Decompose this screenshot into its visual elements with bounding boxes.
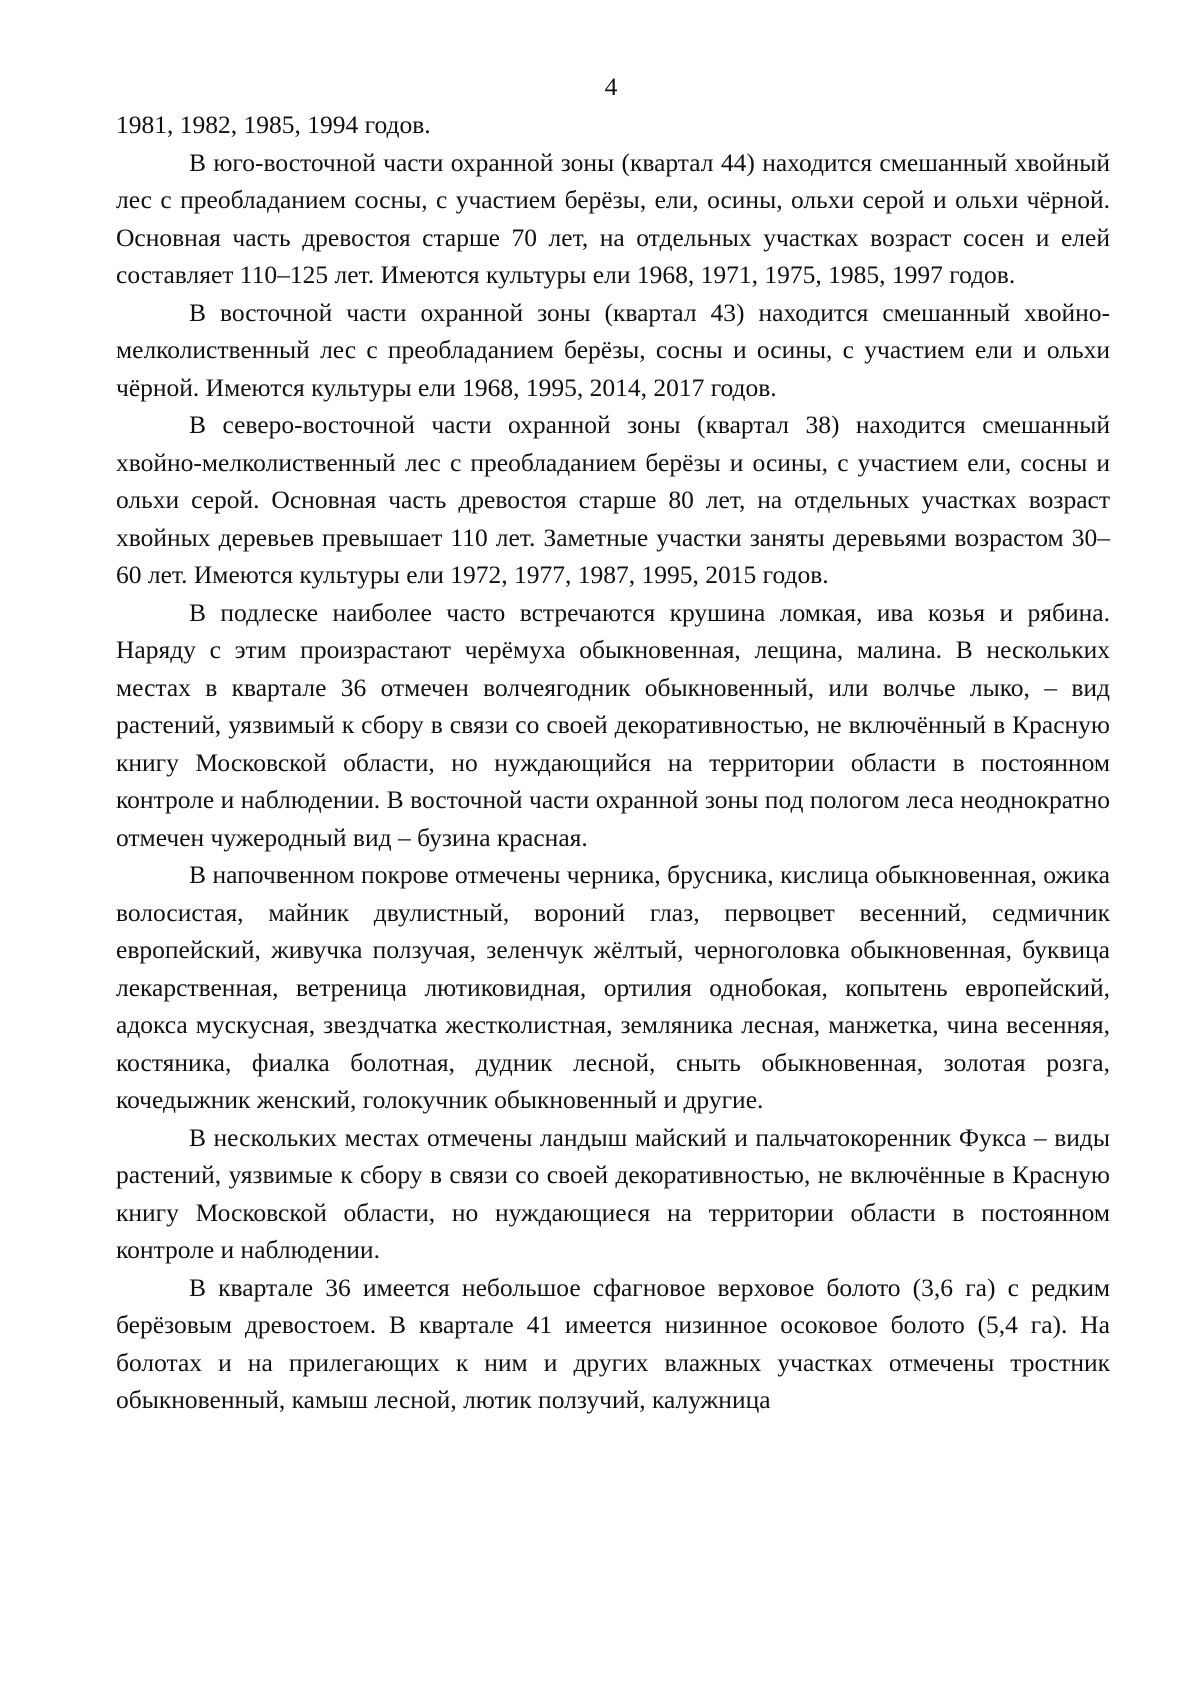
page-number: 4	[604, 72, 618, 101]
paragraph-bogs: В квартале 36 имеется небольшое сфагновое верховое болото (3,6 га) с редким берёзовым древостоем. В квартале 41 имеется низинное осоковое болото (5,4 га). На болотах и на прилегающих к ним и других влажных участках отмечены тростник обыкновенный, камыш лесной, лютик ползучий, калужница	[116, 1272, 1110, 1414]
document-body	[116, 106, 1110, 1419]
paragraph-ground-cover: В напочвенном покрове отмечены черника, брусника, кислица обыкновенная, ожика волосистая, майник двулистный, вороний глаз, первоцвет весенний, седмичник европейский, живучка ползучая, зеленчук жёлтый, черноголовка обыкновенная, буквица лекарственная, ветреница лютиковидная, ортилия однобокая, копытень европейский, адокса мускусная, звездчатка жестколистная, земляника лесная, манжетка, чина весенняя, костяника, фиалка болотная, дудник лесной, сныть обыкновенная, золотая розга, кочедыжник женский, голокучник обыкновенный и другие.	[116, 860, 1110, 1114]
paragraph-continuation: 1981, 1982, 1985, 1994 годов.	[116, 110, 431, 139]
paragraph-vulnerable-species: В нескольких местах отмечены ландыш майский и пальчатокоренник Фукса – виды растений, уязвимые к сбору в связи со своей декоративностью, не включённые в Красную книгу Московской области, но нуждающиеся на территории области в постоянном контроле и наблюдении.	[116, 1122, 1110, 1264]
paragraph-kvartal-43: В восточной части охранной зоны (квартал 43) находится смешанный хвойно-мелколиственный лес с преобладанием берёзы, сосны и осины, с участием ели и ольхи чёрной. Имеются культуры ели 1968, 1995, 2014, 2017 годов.	[116, 297, 1110, 402]
paragraph-undergrowth: В подлеске наиболее часто встречаются крушина ломкая, ива козья и рябина. Наряду с этим произрастают черёмуха обыкновенная, лещина, малина. В нескольких местах в квартале 36 отмечен волчеягодник обыкновенный, или волчье лыко, – вид растений, уязвимый к сбору в связи со своей декоративностью, не включённый в Красную книгу Московской области, но нуждающийся на территории области в постоянном контроле и наблюдении. В восточной части охранной зоны под пологом леса неоднократно отмечен чужеродный вид – бузина красная.	[116, 597, 1110, 852]
paragraph-kvartal-38: В северо-восточной части охранной зоны (квартал 38) находится смешанный хвойно-мелколиственный лес с преобладанием берёзы и осины, с участием ели, сосны и ольхи серой. Основная часть древостоя старше 80 лет, на отдельных участках возраст хвойных деревьев превышает 110 лет. Заметные участки заняты деревьями возрастом 30–60 лет. Имеются культуры ели 1972, 1977, 1987, 1995, 2015 годов.	[116, 410, 1110, 589]
paragraph-kvartal-44: В юго-восточной части охранной зоны (квартал 44) находится смешанный хвойный лес с преобладанием сосны, с участием берёзы, ели, осины, ольхи серой и ольхи чёрной. Основная часть древостоя старше 70 лет, на отдельных участках возраст сосен и елей составляет 110–125 лет. Имеются культуры ели 1968, 1971, 1975, 1985, 1997 годов.	[116, 147, 1110, 289]
